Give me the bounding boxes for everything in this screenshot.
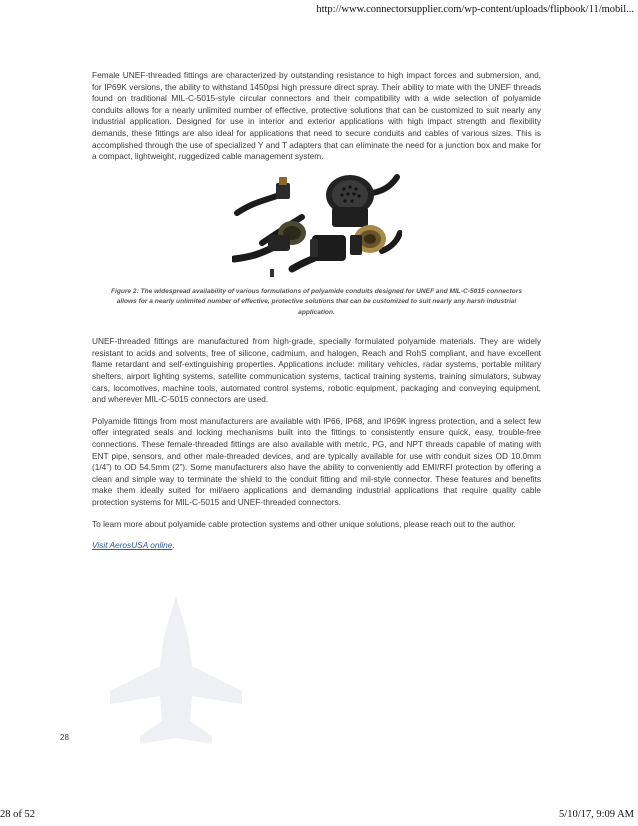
paragraph-1: Female UNEF-threaded fittings are characterized by outstanding resistance to high impact forces and submersion, and, for IP69K versions, the ability to withstand 1450psi high pressure direct spray. Their ability to mate with the UNEF threads found on traditional MIL-C-5015-style circular connectors and their compatibility with a wide selection of polyamide conduits allows for a nearly unlimited number of effective, protective solutions that can be customized to suit nearly any industrial application. Designed for use in interior and exterior applications with high impact strength and flexibility demands, these fittings are also ideal for applications that need to secure conduits and cables of various sizes. This is accomplished through the use of specialized Y and T adapters that can eliminate the need for a junction box and make for a compact, lightweight, ruggedized cable management system. <box>92 70 541 162</box>
paragraph-4: To learn more about polyamide cable protection systems and other unique solutions, please reach out to the author. <box>92 518 516 529</box>
link-paragraph <box>92 540 541 552</box>
connector-conduit-photo <box>232 173 402 281</box>
jet-watermark-icon <box>92 596 260 746</box>
print-timestamp: 5/10/17, 9:09 AM <box>559 809 634 820</box>
article-body <box>92 70 541 562</box>
source-url: http://www.connectorsupplier.com/wp-content/uploads/flipbook/11/mobil... <box>316 4 634 15</box>
paragraph-2: UNEF-threaded fittings are manufactured from high-grade, specially formulated polyamide materials. They are widely resistant to acids and solvents, free of silicone, cadmium, and halogen, Reach and RohS compliant, and have excellent flame retardant and self-extinguishing properties. Applications include: military vehicles, radar systems, portable military shelters, airport lighting systems, satellite communication systems, tactical training systems, training simulators, subway cars, locomotives, machine tools, automated control systems, robotic equipment, packaging and conveying equipment, and wherever MIL-C-5015 connectors are used. <box>92 336 541 405</box>
page-counter: 28 of 52 <box>0 809 35 820</box>
link-suffix: . <box>172 540 175 551</box>
visit-aerosusa-link[interactable]: Visit AerosUSA online <box>92 540 173 551</box>
figure-caption: Figure 2: The widespread availability of various formulations of polyamide conduits designed for UNEF and MIL-C-5015 connectors allows for a nearly unlimited number of effective, protective solutions that can be customized to suit nearly any harsh industrial application. <box>110 287 523 316</box>
page-number: 28 <box>60 733 69 742</box>
paragraph-3: Polyamide fittings from most manufacturers are available with IP66, IP68, and IP69K ingress protection, and a select few offer integrated seals and locking mechanisms built into the fittings to consistently ensure quick, easy, trouble-free connections. These female-threaded fittings are also available with metric, PG, and NPT threads capable of mating with ENT pipe, sensors, and other male-threaded devices, and are typically available for use with conduit sizes OD 10.0mm (1/4”) to OD 54.5mm (2”). Some manufacturers also have the ability to conveniently add EMI/RFI protection by offering a clean and simple way to terminate the shield to the conduit fitting and mil-style connector. These features and benefits make them ideally suited for mil/aero applications and demanding industrial applications that require quality cable protection systems for MIL-C-5015 and UNEF-threaded connectors. <box>92 415 541 507</box>
